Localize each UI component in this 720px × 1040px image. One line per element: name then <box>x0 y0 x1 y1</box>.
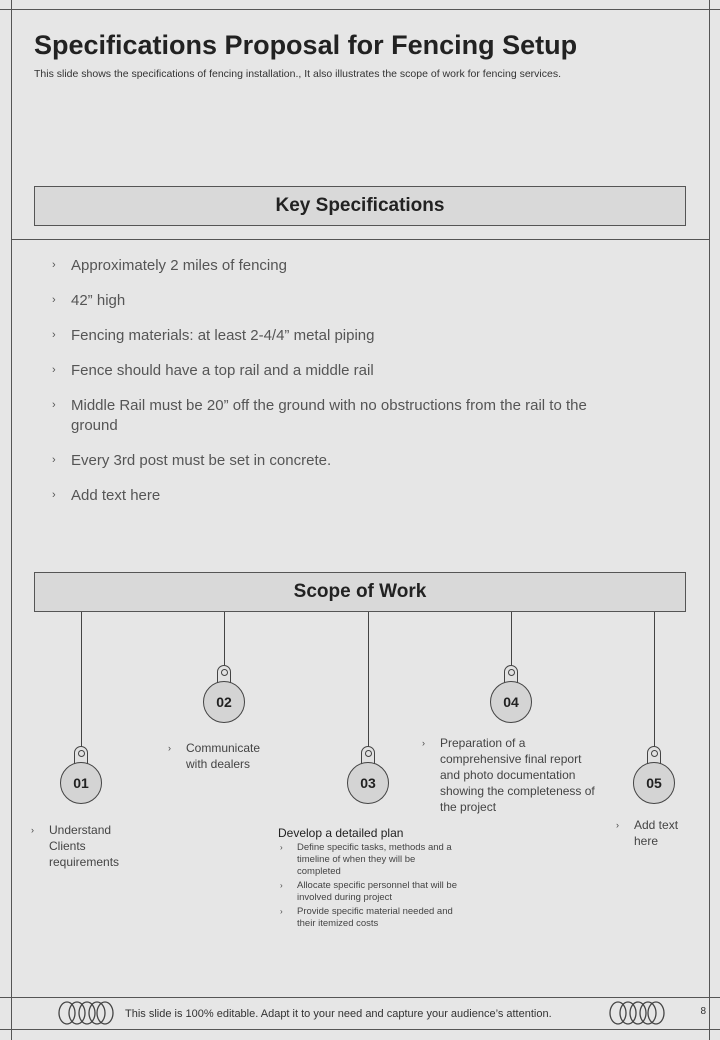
chevron-right-icon: › <box>422 738 425 748</box>
chevron-right-icon: › <box>52 294 56 306</box>
chevron-right-icon: › <box>280 881 283 890</box>
frame-top-line <box>0 9 720 10</box>
plan-item: › Define specific tasks, methods and a timeline of when they will be completed <box>280 842 452 877</box>
spec-item: › Add text here <box>52 486 161 504</box>
chevron-right-icon: › <box>52 399 56 411</box>
plan-item: › Allocate specific personnel that will be involved during project <box>280 880 458 903</box>
frame-right-line <box>709 0 710 1040</box>
key-specifications-list <box>52 256 632 521</box>
hanger-line-05 <box>654 612 655 747</box>
spec-item: › Fencing materials: at least 2-4/4” metal piping <box>52 327 375 344</box>
page-subtitle: This slide shows the specifications of fencing installation., It also illustrates the scope of work for fencing services. <box>34 68 561 80</box>
page-title: Specifications Proposal for Fencing Setup <box>34 30 578 60</box>
spec-item: › Fence should have a top rail and a middle rail <box>52 362 374 379</box>
chevron-right-icon: › <box>52 329 56 341</box>
step-02-text: › Communicate with dealers <box>168 741 261 771</box>
spec-item: › Approximately 2 miles of fencing <box>52 257 287 274</box>
step-04-text: › Preparation of a comprehensive final report and photo documentation showing the completeness of the project <box>422 736 595 814</box>
plan-item: › Provide specific material needed and their itemized costs <box>280 906 453 929</box>
chevron-right-icon: › <box>280 843 283 852</box>
step-03-list <box>280 842 460 932</box>
spec-item: › 42” high <box>52 292 126 309</box>
frame-left-line <box>11 0 12 1040</box>
frame-divider-line <box>11 239 710 240</box>
chevron-right-icon: › <box>616 820 619 830</box>
hanger-line-02 <box>224 612 225 666</box>
step-circle-03: 03 <box>347 762 389 804</box>
step-circle-04: 04 <box>490 681 532 723</box>
scope-of-work-header: Scope of Work <box>34 572 686 612</box>
chevron-right-icon: › <box>52 364 56 376</box>
hanger-line-04 <box>511 612 512 666</box>
step-01-text: › Understand Clients requirements <box>31 823 120 869</box>
rings-left-icon <box>58 1000 114 1026</box>
chevron-right-icon: › <box>31 825 34 835</box>
step-circle-05: 05 <box>633 762 675 804</box>
step-03-title: Develop a detailed plan <box>278 826 404 840</box>
chevron-right-icon: › <box>168 743 171 753</box>
spec-item: › Every 3rd post must be set in concrete. <box>52 451 332 469</box>
rings-right-icon <box>609 1000 665 1026</box>
spec-item: › Middle Rail must be 20” off the ground with no obstructions from the rail to the ground <box>52 397 587 434</box>
page-number: 8 <box>700 1006 706 1017</box>
chevron-right-icon: › <box>52 453 56 466</box>
frame-bottom-line <box>0 997 720 998</box>
step-05-text: › Add text here <box>616 818 679 848</box>
hanger-line-03 <box>368 612 369 747</box>
hanger-line-01 <box>81 612 82 747</box>
chevron-right-icon: › <box>52 488 56 501</box>
chevron-right-icon: › <box>52 259 56 271</box>
key-specifications-header: Key Specifications <box>34 186 686 226</box>
chevron-right-icon: › <box>280 907 283 916</box>
step-circle-02: 02 <box>203 681 245 723</box>
footer-text: This slide is 100% editable. Adapt it to your need and capture your audience’s attention. <box>125 1008 552 1020</box>
frame-bottom-line-2 <box>0 1029 720 1030</box>
step-circle-01: 01 <box>60 762 102 804</box>
